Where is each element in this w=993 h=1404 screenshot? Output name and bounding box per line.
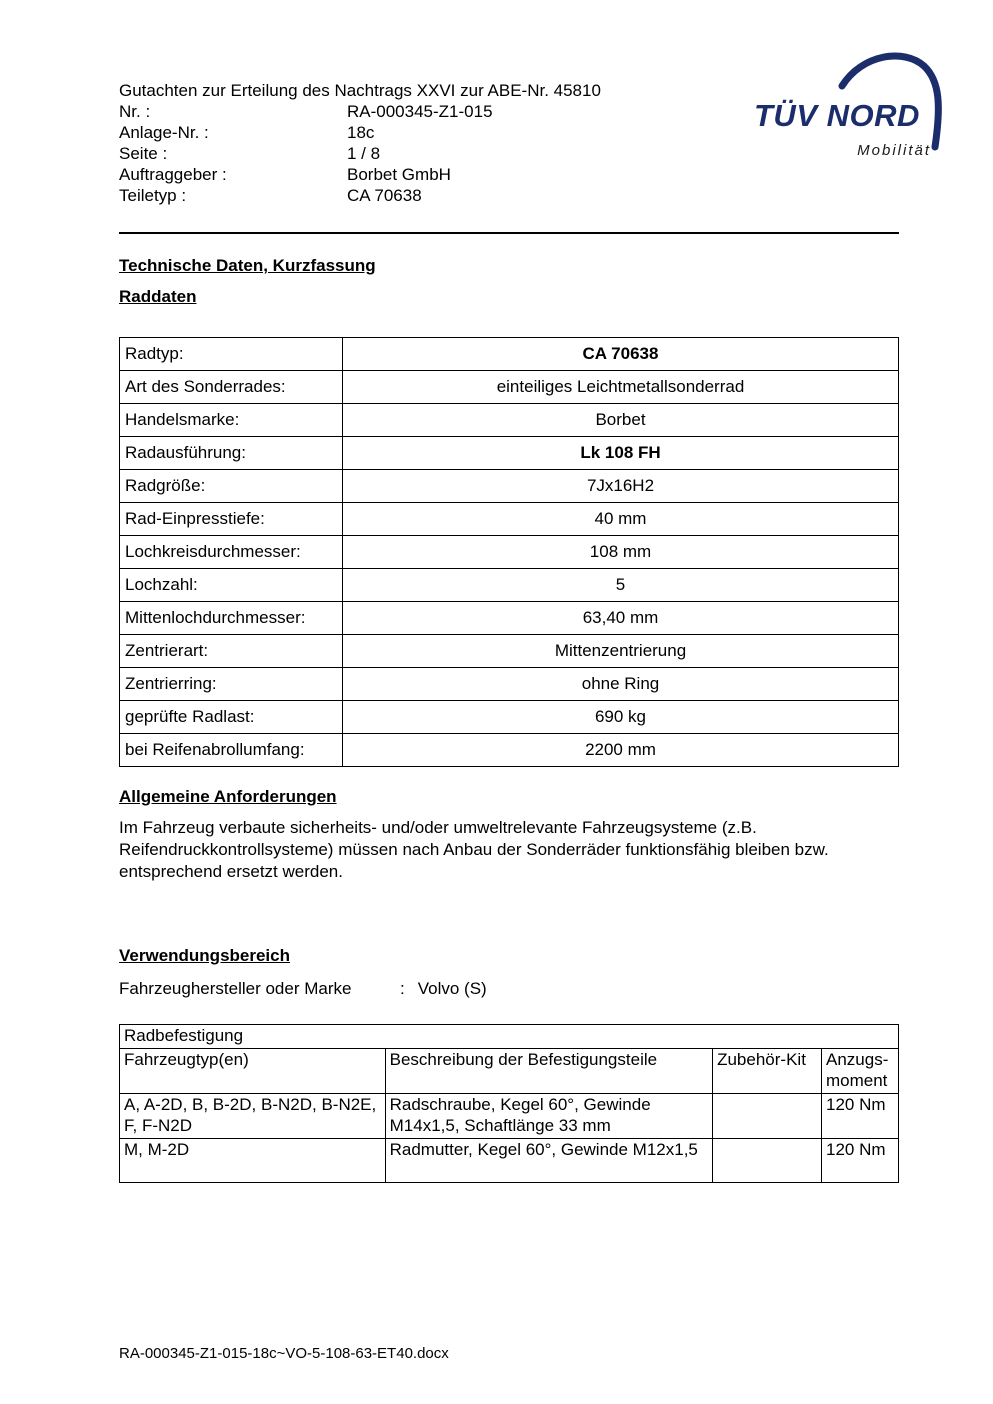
table-row: [120, 536, 899, 569]
meta-label: Nr. :: [119, 102, 151, 121]
raddaten-table: [119, 337, 899, 767]
table-row: [120, 437, 899, 470]
fahrzeughersteller-label: Fahrzeughersteller oder Marke: [119, 979, 352, 998]
raddaten-value-cell: 108 mm: [343, 536, 899, 569]
table-row: [120, 602, 899, 635]
section-heading-verwendungsbereich: Verwendungsbereich: [119, 946, 290, 965]
raddaten-value-cell: 7Jx16H2: [343, 470, 899, 503]
section-heading-raddaten: Raddaten: [119, 287, 197, 306]
table-row: [120, 503, 899, 536]
raddaten-label-cell: bei Reifenabrollumfang:: [120, 734, 343, 767]
table-header-row: [120, 1049, 899, 1094]
meta-value: 1 / 8: [347, 144, 381, 163]
anforderungen-paragraph: Im Fahrzeug verbaute sicherheits- und/oder umweltrelevante Fahrzeugsysteme (z.B. Reifendruckkontrollsysteme) müssen nach Anbau der Sonderräder funktionsfähig bleiben bzw. entsprechend ersetzt werden.: [119, 818, 829, 881]
logo-brand-text: TÜV NORD: [754, 98, 920, 133]
table-row: [120, 734, 899, 767]
logo-tagline-text: Mobilität: [857, 142, 931, 159]
table-row: [120, 1025, 899, 1049]
raddaten-label-cell: Radausführung:: [120, 437, 343, 470]
beschreibung-cell: Radschraube, Kegel 60°, Gewinde M14x1,5, Schaftlänge 33 mm: [385, 1094, 712, 1139]
column-header-fahrzeugtyp: Fahrzeugtyp(en): [120, 1049, 386, 1094]
raddaten-label-cell: Mittenlochdurchmesser:: [120, 602, 343, 635]
raddaten-value-cell: Mittenzentrierung: [343, 635, 899, 668]
footer-filename: RA-000345-Z1-015-18c~VO-5-108-63-ET40.docx: [119, 1345, 449, 1362]
table-row: [120, 569, 899, 602]
column-header-zubehoer-kit: Zubehör-Kit: [713, 1049, 822, 1094]
meta-label: Teiletyp :: [119, 186, 187, 205]
fahrzeughersteller-line: [119, 978, 899, 1000]
meta-value: CA 70638: [347, 186, 422, 205]
document-title: Gutachten zur Erteilung des Nachtrags XXVI zur ABE-Nr. 45810: [119, 81, 601, 100]
raddaten-label-cell: Radtyp:: [120, 338, 343, 371]
table-row: [120, 701, 899, 734]
raddaten-value-cell: 40 mm: [343, 503, 899, 536]
meta-row-anlage: [119, 122, 899, 143]
anzugsmoment-cell: 120 Nm: [822, 1139, 899, 1183]
meta-value: Borbet GmbH: [347, 165, 451, 184]
zubehoer-kit-cell: [713, 1094, 822, 1139]
section-heading-allgemeine-anforderungen: Allgemeine Anforderungen: [119, 787, 337, 806]
table-row: [120, 338, 899, 371]
fahrzeugtyp-cell: M, M-2D: [120, 1139, 386, 1183]
raddaten-label-cell: Art des Sonderrades:: [120, 371, 343, 404]
raddaten-label-cell: Handelsmarke:: [120, 404, 343, 437]
header-divider: [119, 232, 899, 234]
table-row: [120, 1139, 899, 1183]
meta-row-auftraggeber: [119, 164, 899, 185]
document-content: [119, 80, 899, 1183]
raddaten-value-cell: Borbet: [343, 404, 899, 437]
radbefestigung-title-cell: Radbefestigung: [120, 1025, 899, 1049]
raddaten-label-cell: Lochzahl:: [120, 569, 343, 602]
meta-row-nr: [119, 101, 899, 122]
column-header-beschreibung: Beschreibung der Befestigungsteile: [385, 1049, 712, 1094]
raddaten-value-cell: 5: [343, 569, 899, 602]
meta-row-seite: [119, 143, 899, 164]
table-row: [120, 1094, 899, 1139]
raddaten-label-cell: Zentrierring:: [120, 668, 343, 701]
raddaten-value-cell: einteiliges Leichtmetallsonderrad: [343, 371, 899, 404]
raddaten-label-cell: Lochkreisdurchmesser:: [120, 536, 343, 569]
raddaten-label-cell: Radgröße:: [120, 470, 343, 503]
raddaten-value-cell: 690 kg: [343, 701, 899, 734]
fahrzeughersteller-separator: :: [400, 979, 405, 998]
meta-value: RA-000345-Z1-015: [347, 102, 493, 121]
table-row: [120, 668, 899, 701]
table-row: [120, 371, 899, 404]
meta-label: Anlage-Nr. :: [119, 123, 209, 142]
raddaten-label-cell: Rad-Einpresstiefe:: [120, 503, 343, 536]
raddaten-label-cell: Zentrierart:: [120, 635, 343, 668]
fahrzeughersteller-value: Volvo (S): [417, 979, 487, 998]
raddaten-value-cell: 63,40 mm: [343, 602, 899, 635]
raddaten-value-cell: ohne Ring: [343, 668, 899, 701]
raddaten-value-cell: 2200 mm: [343, 734, 899, 767]
section-heading-technische-daten: Technische Daten, Kurzfassung: [119, 256, 376, 275]
anzugsmoment-cell: 120 Nm: [822, 1094, 899, 1139]
table-row: [120, 404, 899, 437]
radbefestigung-table: [119, 1024, 899, 1183]
meta-label: Seite :: [119, 144, 168, 163]
table-row: [120, 470, 899, 503]
raddaten-label-cell: geprüfte Radlast:: [120, 701, 343, 734]
meta-label: Auftraggeber :: [119, 165, 227, 184]
meta-row-teiletyp: [119, 185, 899, 206]
table-row: [120, 635, 899, 668]
meta-value: 18c: [347, 123, 375, 142]
zubehoer-kit-cell: [713, 1139, 822, 1183]
column-header-anzugsmoment: Anzugs-moment: [822, 1049, 899, 1094]
header-meta-block: [119, 101, 899, 206]
beschreibung-cell: Radmutter, Kegel 60°, Gewinde M12x1,5: [385, 1139, 712, 1183]
raddaten-value-cell: CA 70638: [343, 338, 899, 371]
fahrzeugtyp-cell: A, A-2D, B, B-2D, B-N2D, B-N2E, F, F-N2D: [120, 1094, 386, 1139]
raddaten-value-cell: Lk 108 FH: [343, 437, 899, 470]
